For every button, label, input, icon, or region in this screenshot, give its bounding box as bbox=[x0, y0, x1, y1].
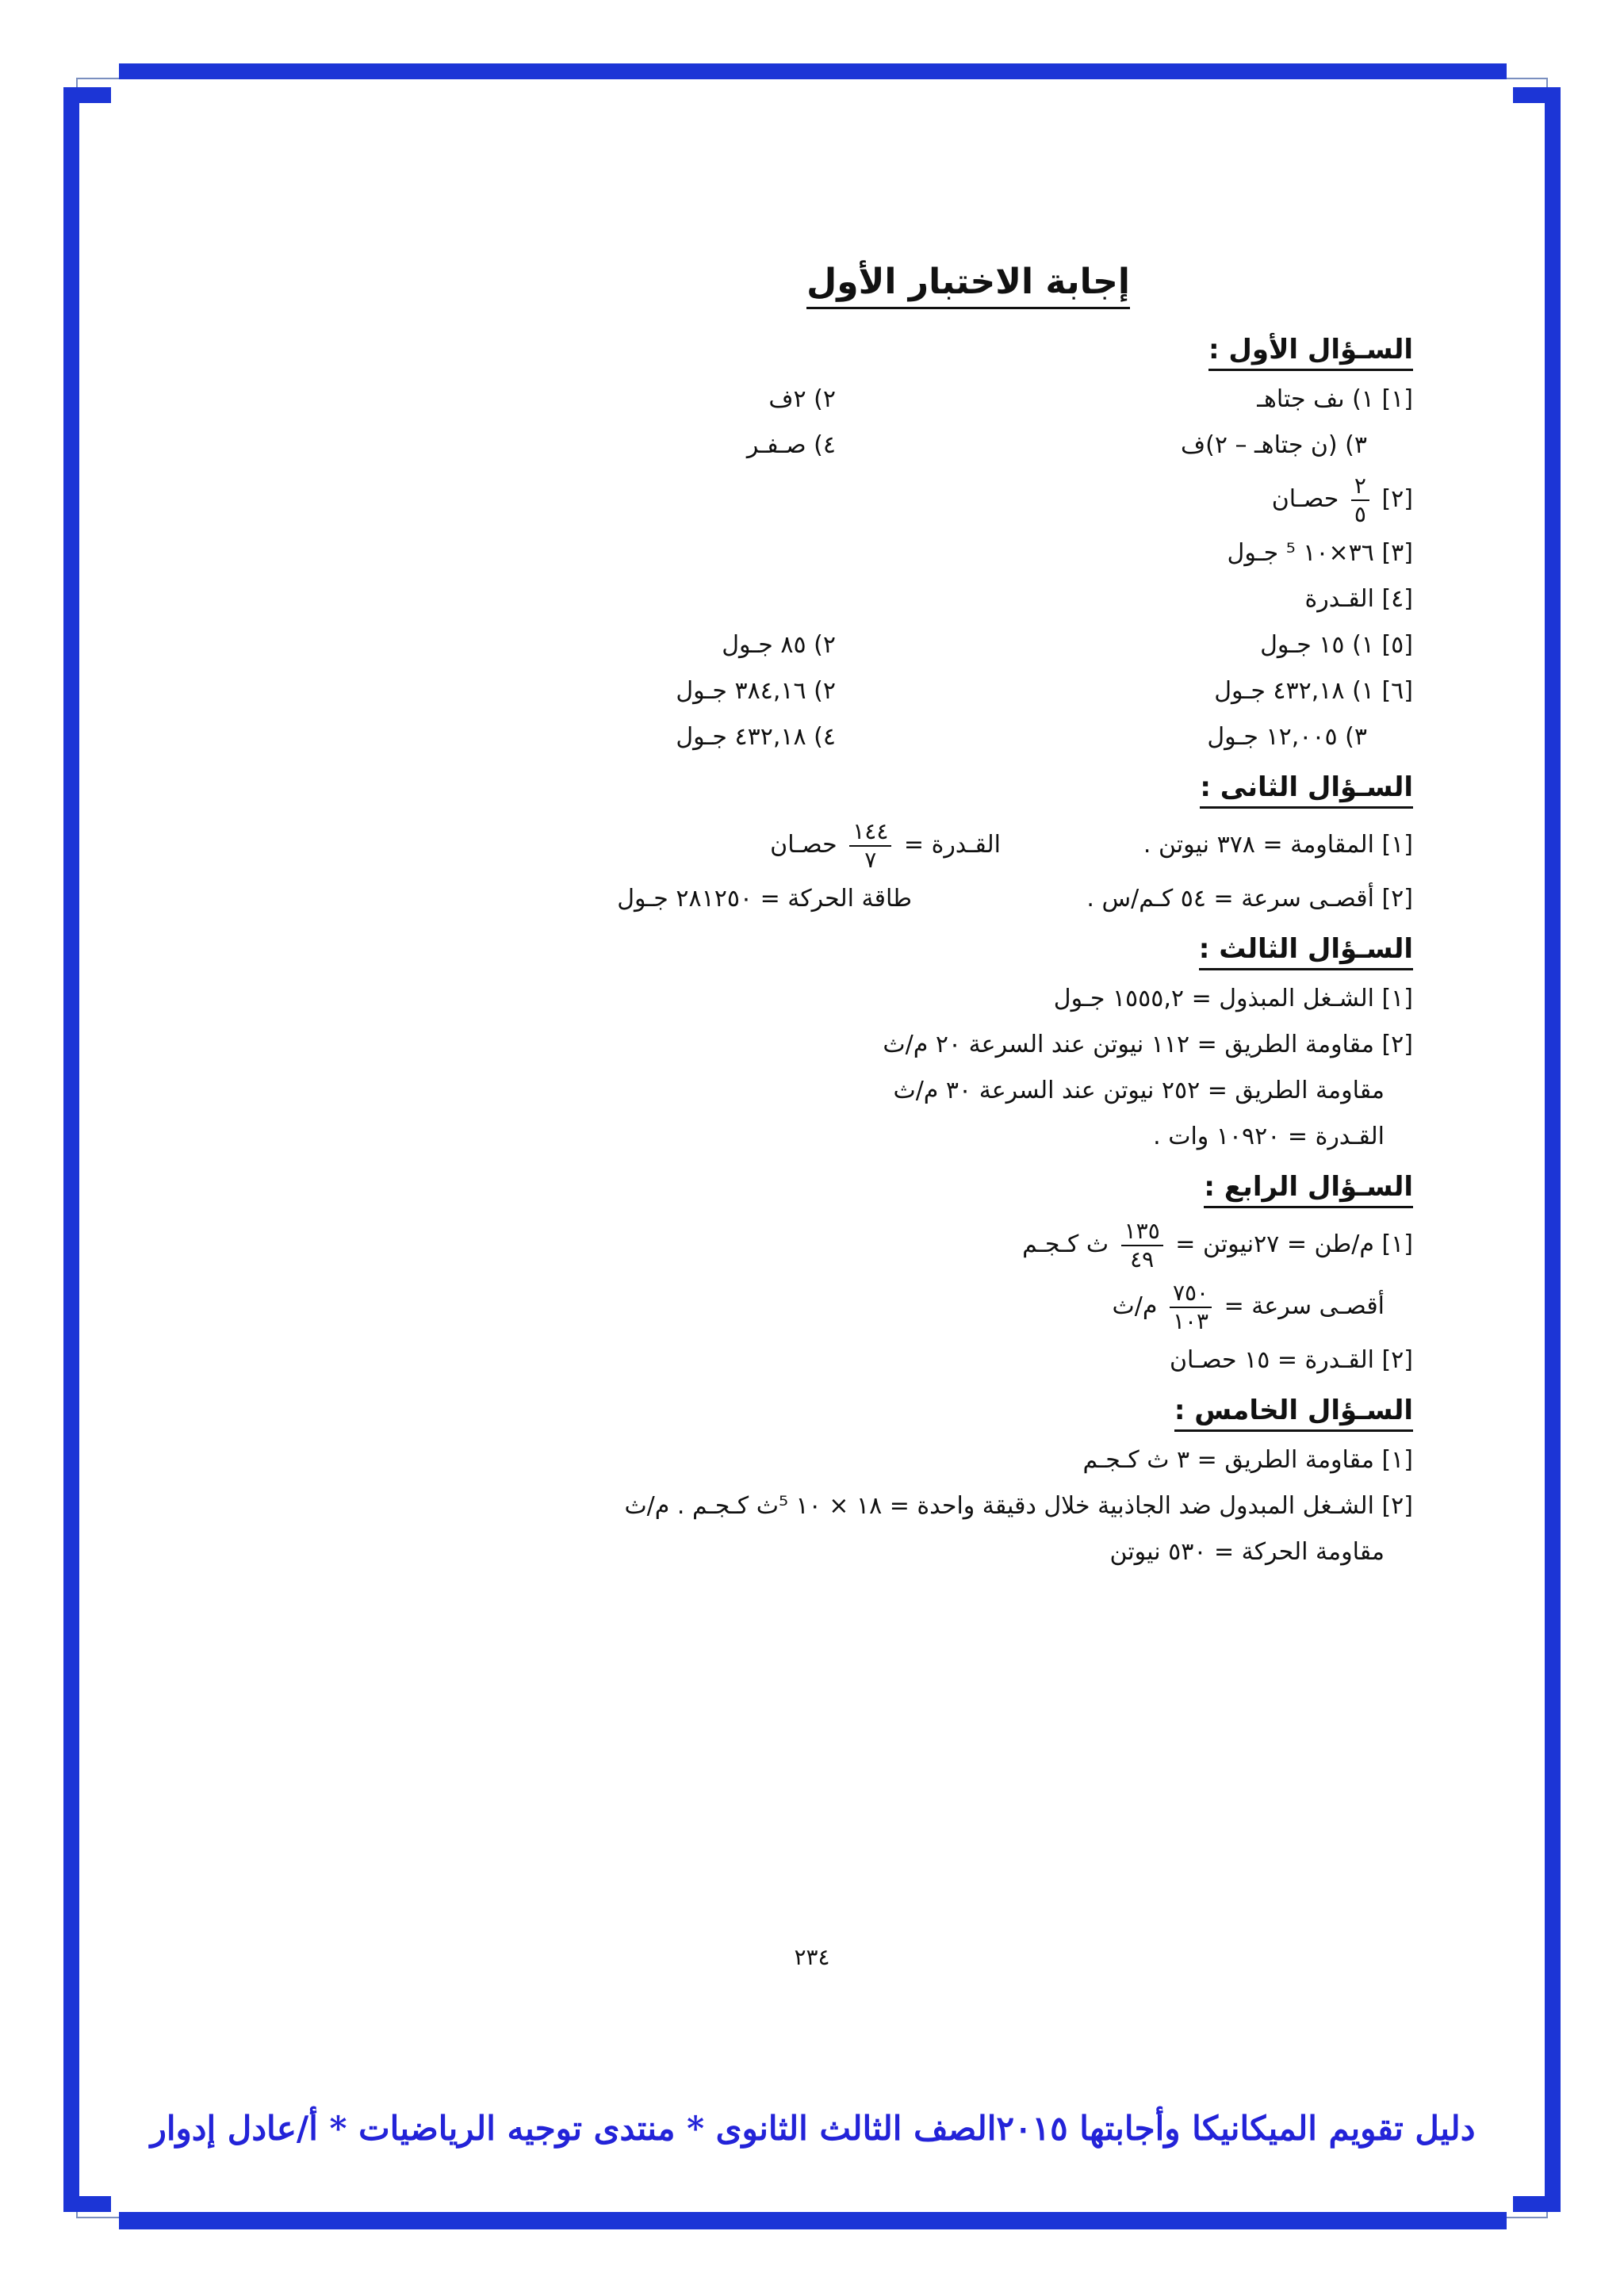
answer-page bbox=[523, 262, 1413, 1575]
frame-top-left-corner bbox=[63, 87, 111, 103]
q3-heading: السـؤال الثالث : bbox=[523, 933, 1413, 965]
q2-line-2: [٢] أقصـى سرعة = ٥٤ كـم/س . طاقة الحركة = ٢٨١٢٥٠ جـول bbox=[617, 885, 1413, 913]
q5-line-1: [١] مقاومة الطريق = ٣ ث كـجـم bbox=[1082, 1446, 1413, 1474]
q5-line-3: مقاومة الحركة = ٥٣٠ نيوتن bbox=[1109, 1538, 1385, 1566]
q3-line-3: مقاومة الطريق = ٢٥٢ نيوتن عند السرعة ٣٠ م/ث bbox=[893, 1077, 1385, 1104]
q3-line-4: القـدرة = ١٠٩٢٠ وات . bbox=[1153, 1123, 1385, 1150]
fraction: $\frac{١٣٥}{٤٩}$ bbox=[1121, 1218, 1163, 1273]
q5-line-2: [٢] الشـغل المبدول ضد الجاذبية خلال دقيقة واحدة = ١٨ × ١٠ ⁵ث كـجـم . م/ث bbox=[624, 1492, 1413, 1520]
q1-line-2 bbox=[523, 423, 1413, 469]
frame-bottom-left-corner bbox=[63, 2196, 111, 2212]
q3-line-2: [٢] مقاومة الطريق = ١١٢ نيوتن عند السرعة ٢٠ م/ث bbox=[883, 1031, 1413, 1058]
frame-bottom-right-corner bbox=[1513, 2196, 1561, 2212]
q1-line-1 bbox=[523, 377, 1413, 423]
fraction: $\frac{٧٥٠}{١٠٣}$ bbox=[1170, 1280, 1212, 1335]
q1-line-5: [٤] القـدرة bbox=[1304, 585, 1413, 613]
q1-answer-1c: ٣) (ن جتاهـ – ٢)ف bbox=[1181, 431, 1367, 459]
q1-line-8: ٣) ١٢,٠٠٥ جـول ٤) ٤٣٢,١٨ جـول bbox=[676, 723, 1367, 751]
q1-line-4: [٣] ٣٦×١٠ ⁵ جـول bbox=[1227, 539, 1413, 567]
q2-heading: السـؤال الثانى : bbox=[523, 771, 1413, 803]
q1-answer-1a: [١] ١) ىف جتاهـ bbox=[1257, 385, 1413, 413]
fraction: $\frac{١٤٤}{٧}$ bbox=[849, 818, 891, 874]
frame-top-bar bbox=[119, 63, 1507, 79]
page-number: ٢٣٤ bbox=[794, 1944, 830, 1970]
page-title: إجابة الاختبار الأول bbox=[523, 262, 1413, 302]
frame-right-bar bbox=[1545, 103, 1561, 2212]
frame-bottom-bar bbox=[119, 2212, 1507, 2229]
q1-answer-1b: ٢) ٢ف bbox=[768, 385, 836, 413]
q1-line-3: [٢] $\frac{٢}{٥}$ حصـان bbox=[1271, 472, 1413, 527]
q1-line-6: [٥] ١) ١٥ جـول ٢) ٨٥ جـول bbox=[722, 631, 1413, 659]
q4-line-1: [١] م/طن = ٢٧نيوتن = $\frac{١٣٥}{٤٩}$ ث كـجـم bbox=[1022, 1217, 1413, 1272]
q4-line-3: [٢] القـدرة = ١٥ حصـان bbox=[1170, 1346, 1413, 1374]
footer-credit: دليل تقويم الميكانيكا وأجابتها ٢٠١٥الصف الثالث الثانوى * منتدى توجيه الرياضيات * أ/عادل إدوار bbox=[150, 2109, 1476, 2148]
q2-line-1: [١] المقاومة = ٣٧٨ نيوتن . القـدرة = $\frac{١٤٤}{٧}$ حصـان bbox=[770, 817, 1413, 873]
q3-line-1: [١] الشـغل المبذول = ١٥٥٥,٢ جـول bbox=[1053, 985, 1413, 1012]
frame-left-bar bbox=[63, 103, 79, 2212]
q4-heading: السـؤال الرابع : bbox=[523, 1171, 1413, 1203]
q1-heading: السـؤال الأول : bbox=[523, 334, 1413, 365]
q4-line-2: أقصـى سرعة = $\frac{٧٥٠}{١٠٣}$ م/ث bbox=[1112, 1279, 1385, 1334]
q5-heading: السـؤال الخامس : bbox=[523, 1395, 1413, 1426]
frame-top-right-corner bbox=[1513, 87, 1561, 103]
fraction: $\frac{٢}{٥}$ bbox=[1351, 473, 1369, 528]
q1-answer-1d: ٤) صـفـر bbox=[746, 431, 836, 459]
q1-line-7: [٦] ١) ٤٣٢,١٨ جـول ٢) ٣٨٤,١٦ جـول bbox=[676, 677, 1413, 705]
